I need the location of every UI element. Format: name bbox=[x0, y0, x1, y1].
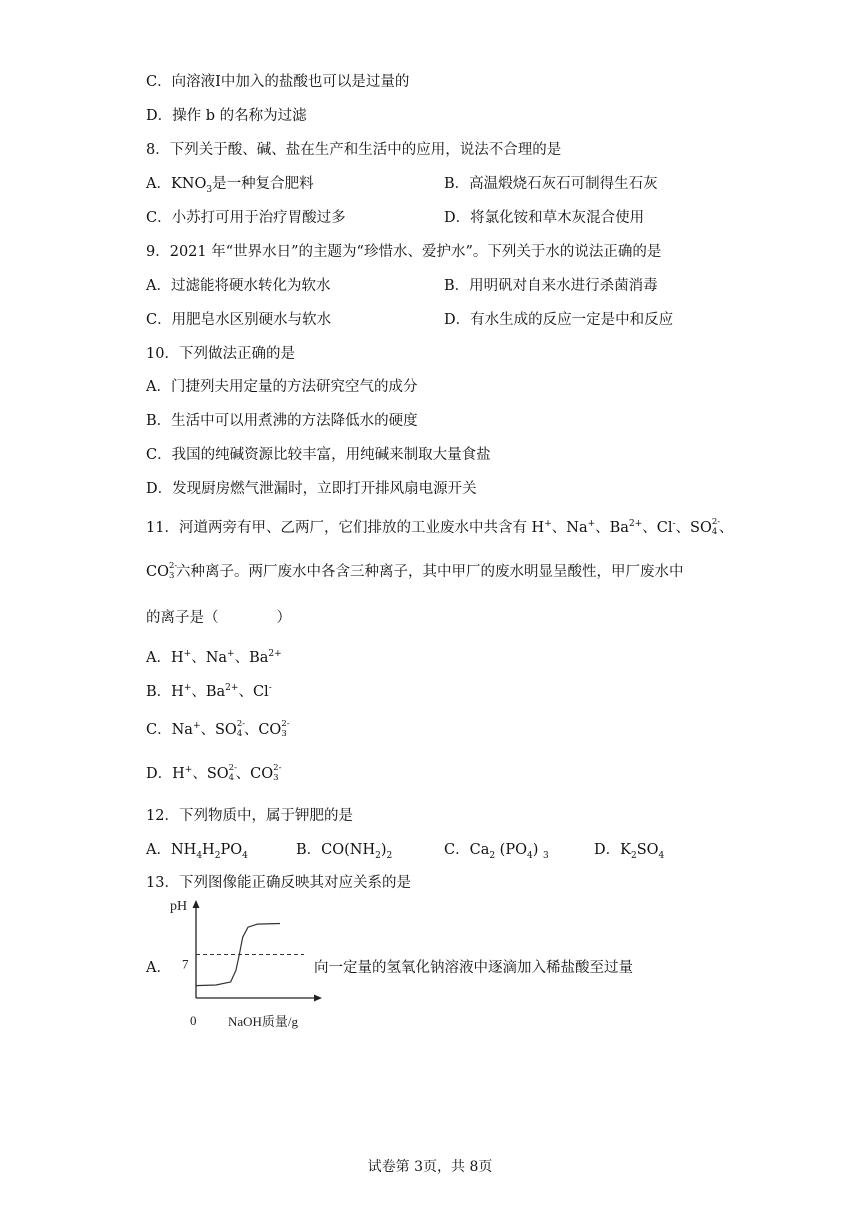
q12-option-c: C．$Ca_2$ $(PO_4)$ $_3$ bbox=[444, 842, 549, 861]
q7-option-c: C．向溶液I中加入的盐酸也可以是过量的 bbox=[146, 74, 410, 90]
q8-option-a: A．$KNO_3$是一种复合肥料 bbox=[146, 176, 314, 195]
q11-option-d: D．H+、SO 2- 4 、CO 2- 3 bbox=[146, 763, 282, 783]
q12-option-d: D．$K_2SO_4$ bbox=[594, 842, 665, 861]
q10-option-d: D．发现厨房燃气泄漏时，立即打开排风扇电源开关 bbox=[146, 481, 477, 497]
y-axis-arrow bbox=[193, 900, 200, 908]
question-13: 13．下列图像能正确反映其对应关系的是 bbox=[146, 875, 411, 891]
q9-option-b: B．用明矾对自来水进行杀菌消毒 bbox=[444, 278, 658, 294]
x-axis-arrow bbox=[314, 995, 322, 1002]
q8-option-c: C．小苏打可用于治疗胃酸过多 bbox=[146, 210, 346, 226]
question-9: 9．2021 年“世界水日”的主题为“珍惜水、爱护水”。下列关于水的说法正确的是 bbox=[146, 244, 662, 260]
q10-option-a: A．门捷列夫用定量的方法研究空气的成分 bbox=[146, 379, 418, 395]
q11-option-b: B．H+、$Ba^{2+}$、Cl- bbox=[146, 683, 272, 700]
q8-option-b: B．高温煅烧石灰石可制得生石灰 bbox=[444, 176, 658, 192]
q9-option-a: A．过滤能将硬水转化为软水 bbox=[146, 278, 331, 294]
origin-label: 0 bbox=[190, 1013, 197, 1028]
q11-option-c: C．Na+、SO 2- 4 、CO 2- 3 bbox=[146, 719, 290, 739]
reference-line-label: 7 bbox=[182, 956, 189, 972]
q10-option-b: B．生活中可以用煮沸的方法降低水的硬度 bbox=[146, 413, 418, 429]
q10-option-c: C．我国的纯碱资源比较丰富，用纯碱来制取大量食盐 bbox=[146, 447, 491, 463]
q9-option-d: D．有水生成的反应一定是中和反应 bbox=[444, 312, 674, 328]
q13-option-a-caption: 向一定量的氢氧化钠溶液中逐滴加入稀盐酸至过量 bbox=[314, 960, 633, 976]
q7-option-d: D．操作 b 的名称为过滤 bbox=[146, 108, 307, 124]
question-8: 8．下列关于酸、碱、盐在生产和生活中的应用，说法不合理的是 bbox=[146, 142, 562, 158]
q8-option-d: D．将氯化铵和草木灰混合使用 bbox=[444, 210, 645, 226]
q12-option-b: B．$CO(NH_2)_2$ bbox=[296, 842, 393, 861]
q12-option-a: A．$NH_4H_2PO_4$ bbox=[146, 842, 248, 861]
q11-option-a: A．H+、Na+、$Ba^{2+}$ bbox=[146, 649, 282, 666]
question-10: 10．下列做法正确的是 bbox=[146, 346, 295, 362]
question-12: 12．下列物质中，属于钾肥的是 bbox=[146, 808, 353, 824]
x-axis-label: NaOH质量/g bbox=[228, 1014, 299, 1029]
ph-chart bbox=[166, 898, 326, 1038]
question-11-line-1: 11．河道两旁有甲、乙两厂，它们排放的工业废水中共含有 H+、Na+、$Ba^{2+}$、Cl-、SO 2- 4 、 bbox=[146, 517, 734, 537]
q9-option-c: C．用肥皂水区别硬水与软水 bbox=[146, 312, 332, 328]
y-axis-label: pH bbox=[170, 899, 188, 914]
q13-option-a-label: A． bbox=[146, 960, 171, 976]
question-11-line-2: CO 2- 3 六种离子。两厂废水中各含三种离子，其中甲厂的废水明显呈酸性，甲厂废水中 bbox=[146, 561, 684, 581]
page-footer: 试卷第 3页，共 8页 bbox=[367, 1159, 493, 1175]
question-11-line-3: 的离子是（ ） bbox=[146, 610, 291, 626]
